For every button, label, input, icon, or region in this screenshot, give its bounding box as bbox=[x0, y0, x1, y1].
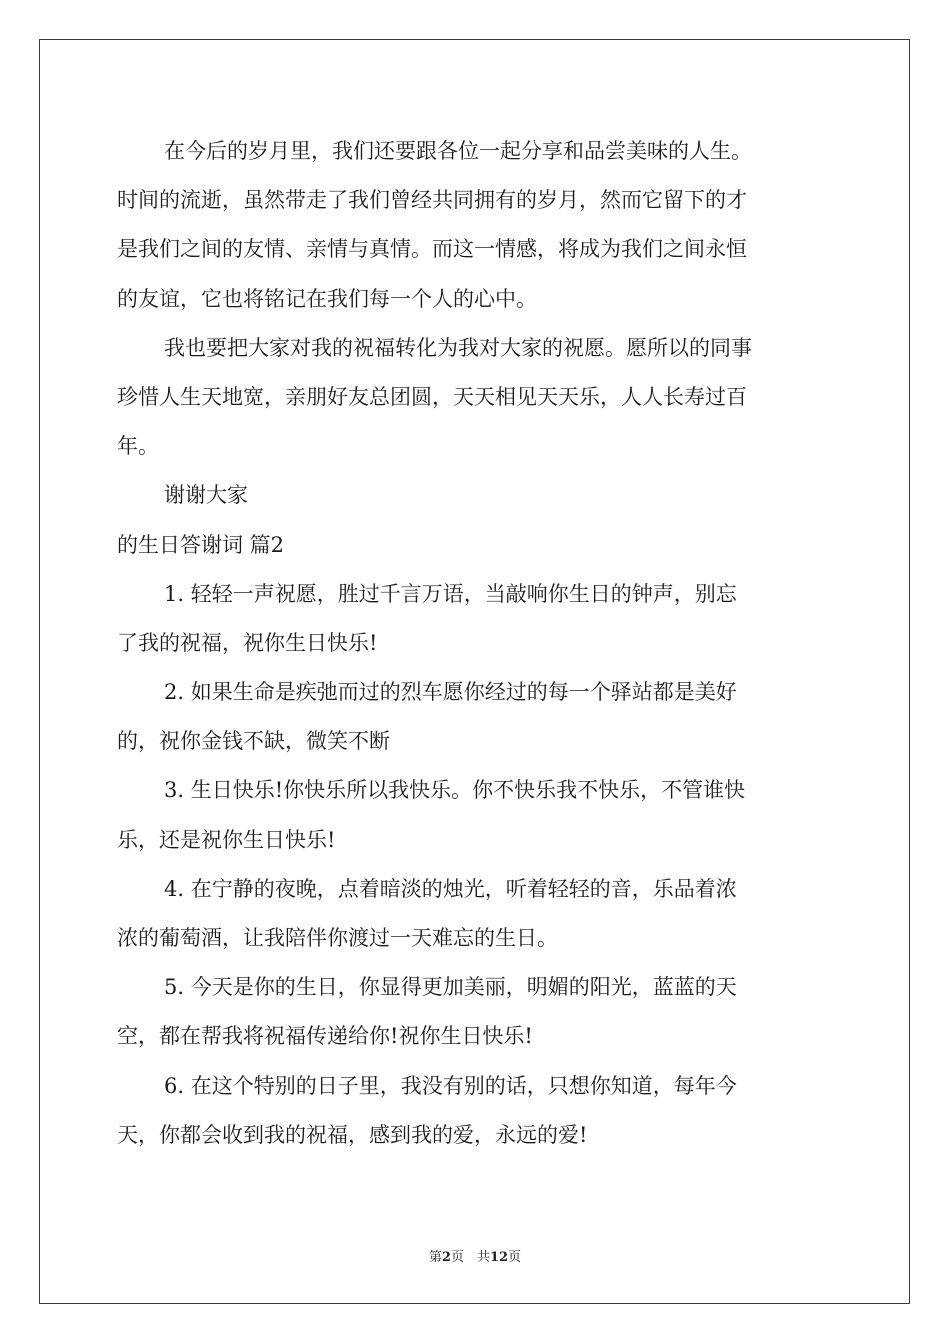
text-line: 是我们之间的友情、亲情与真情。而这一情感，将成为我们之间永恒 bbox=[117, 237, 747, 262]
text-line: 了我的祝福，祝你生日快乐! bbox=[117, 630, 378, 655]
text-line: 的，祝你金钱不缺，微笑不断 bbox=[117, 729, 390, 754]
page-footer bbox=[0, 1246, 950, 1265]
text-line: 时间的流逝，虽然带走了我们曾经共同拥有的岁月，然而它留下的才 bbox=[117, 188, 747, 213]
text-line: 2. 如果生命是疾弛而过的烈车愿你经过的每一个驿站都是美好 bbox=[164, 680, 737, 705]
current-page-number: 2 bbox=[441, 1250, 451, 1265]
text-line: 4. 在宁静的夜晚，点着暗淡的烛光，听着轻轻的音，乐品着浓 bbox=[164, 876, 737, 901]
text-line: 乐，还是祝你生日快乐! bbox=[117, 827, 336, 852]
footer-mid: 页 共 bbox=[450, 1250, 490, 1265]
text-line: 我也要把大家对我的祝福转化为我对大家的祝愿。愿所以的同事 bbox=[164, 335, 752, 360]
text-line: 珍惜人生天地宽，亲朋好友总团圆，天天相见天天乐，人人长寿过百 bbox=[117, 384, 747, 409]
text-line: 5. 今天是你的生日，你显得更加美丽，明媚的阳光，蓝蓝的天 bbox=[164, 975, 737, 1000]
total-page-number: 12 bbox=[489, 1250, 509, 1265]
text-line: 天，你都会收到我的祝福，感到我的爱，永远的爱! bbox=[117, 1122, 588, 1147]
footer-prefix: 第 bbox=[428, 1250, 442, 1265]
text-line: 谢谢大家 bbox=[164, 483, 248, 508]
text-line: 在今后的岁月里，我们还要跟各位一起分享和品尝美味的人生。 bbox=[164, 139, 752, 163]
text-line: 的生日答谢词 篇2 bbox=[117, 532, 285, 557]
text-line: 空，都在帮我将祝福传递给你!祝你生日快乐! bbox=[117, 1024, 533, 1049]
text-line: 6. 在这个特别的日子里，我没有别的话，只想你知道，每年今 bbox=[164, 1073, 737, 1098]
text-line: 的友谊，它也将铭记在我们每一个人的心中。 bbox=[117, 286, 537, 311]
text-line: 1. 轻轻一声祝愿，胜过千言万语，当敲响你生日的钟声，别忘 bbox=[164, 581, 737, 606]
document-body bbox=[117, 127, 833, 1160]
footer-suffix: 页 bbox=[508, 1250, 522, 1265]
text-line: 浓的葡萄酒，让我陪伴你渡过一天难忘的生日。 bbox=[117, 926, 558, 950]
text-line: 年。 bbox=[117, 434, 159, 459]
text-line: 3. 生日快乐!你快乐所以我快乐。你不快乐我不快乐，不管谁快 bbox=[164, 778, 746, 803]
